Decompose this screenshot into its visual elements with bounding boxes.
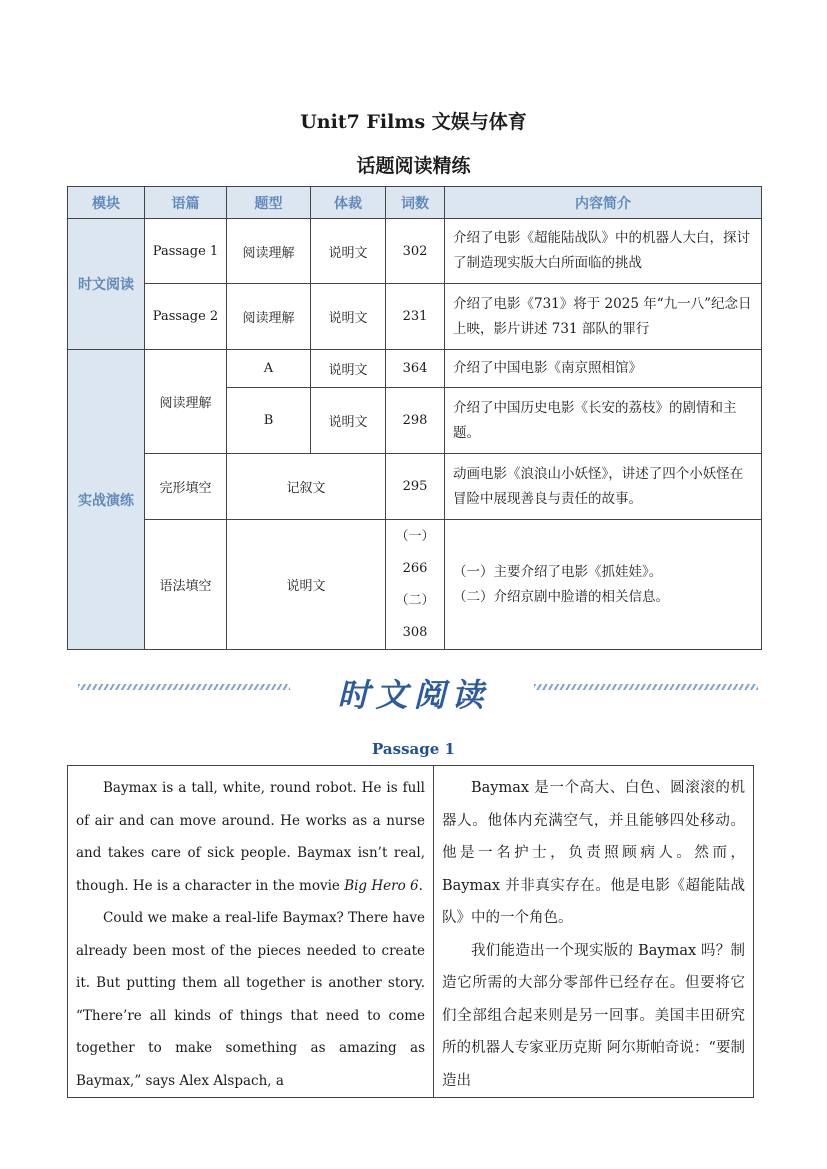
passage-cell: Passage 2 [145, 284, 227, 350]
chinese-paragraph: Baymax 是一个高大、白色、圆滚滚的机器人。他体内充满空气，并且能够四处移动。他是一名护士，负责照顾病人。然而，Baymax 并非真实存在。他是电影《超能陆战队》中的一个角色。 [442, 780, 745, 926]
desc-cell: 介绍了电影《731》将于 2025 年“九一八”纪念日上映，影片讲述 731 部队的罪行 [445, 284, 762, 350]
movie-title: Big Hero 6 [344, 877, 419, 894]
desc-cell: 介绍了中国电影《南京照相馆》 [445, 350, 762, 388]
header-cell: 体裁 [311, 187, 386, 219]
genre-cell: 说明文 [311, 350, 386, 388]
chinese-column [434, 766, 754, 1098]
header-cell: 模块 [68, 187, 145, 219]
desc-line: （一）主要介绍了电影《抓娃娃》。 [453, 563, 663, 580]
desc-cell [445, 520, 762, 650]
english-paragraph [76, 772, 425, 902]
overview-table [67, 186, 762, 650]
passage-table [67, 765, 754, 1098]
english-paragraph: Could we make a real-life Baymax? There have already been most of the pieces needed to create it. But putting them all together is another story. “There’re all kinds of things that need to come together to make something as amazing as Baymax,” says Alex Alspach, a [76, 910, 425, 1089]
passage-title: Passage 1 [372, 740, 455, 758]
words-label: （二） [395, 592, 435, 608]
words-cell: 295 [386, 454, 445, 520]
desc-cell: 动画电影《浪浪山小妖怪》，讲述了四个小妖怪在冒险中展现善良与责任的故事。 [445, 454, 762, 520]
type-cell: 完形填空 [145, 454, 227, 520]
type-cell: 阅读理解 [227, 219, 311, 284]
genre-cell: 说明文 [311, 284, 386, 350]
words-cell: 302 [386, 219, 445, 284]
genre-cell: 说明文 [311, 388, 386, 454]
page-title: Unit7 Films 文娱与体育 [300, 111, 527, 133]
header-cell: 词数 [386, 187, 445, 219]
module-cell: 实战演练 [68, 350, 145, 650]
words-label: （一） [395, 528, 435, 544]
chinese-paragraph: 我们能造出一个现实版的 Baymax 吗？制造它所需的大部分零部件已经存在。但要将它们全部组合起来则是另一回事。美国丰田研究所的机器人专家亚历克斯 阿尔斯帕奇说：“要制造出 [442, 942, 745, 1089]
table-row [68, 284, 762, 350]
label-cell: B [227, 388, 311, 454]
header-cell: 题型 [227, 187, 311, 219]
genre-cell: 说明文 [227, 520, 386, 650]
desc-cell: 介绍了中国历史电影《长安的荔枝》的剧情和主题。 [445, 388, 762, 454]
section-banner-title: 时文阅读 [337, 676, 490, 714]
words-value: 308 [402, 624, 428, 640]
genre-cell: 记叙文 [227, 454, 386, 520]
page-subtitle: 话题阅读精练 [356, 155, 471, 177]
label-cell: A [227, 350, 311, 388]
type-cell: 阅读理解 [227, 284, 311, 350]
passage-cell: Passage 1 [145, 219, 227, 284]
text-span: . [418, 877, 423, 894]
english-column [68, 766, 434, 1098]
table-row [68, 520, 762, 650]
header-cell: 语篇 [145, 187, 227, 219]
table-header-row [68, 187, 762, 219]
desc-cell: 介绍了电影《超能陆战队》中的机器人大白，探讨了制造现实版大白所面临的挑战 [445, 219, 762, 284]
type-cell: 语法填空 [145, 520, 227, 650]
header-cell: 内容简介 [445, 187, 762, 219]
table-row [68, 350, 762, 388]
words-cell: 298 [386, 388, 445, 454]
genre-cell: 说明文 [311, 219, 386, 284]
words-cell: 364 [386, 350, 445, 388]
desc-line: （二）介绍京剧中脸谱的相关信息。 [453, 588, 669, 605]
table-row [68, 219, 762, 284]
text-span: Baymax is a tall, white, round robot. He is full of air and can move around. He works as a nurse and takes care of sick people. Baymax isn’t real, though. He is a character in the movie [76, 780, 425, 894]
words-cell: 231 [386, 284, 445, 350]
words-cell [386, 520, 445, 650]
table-row [68, 454, 762, 520]
type-cell: 阅读理解 [145, 350, 227, 454]
module-cell: 时文阅读 [68, 219, 145, 350]
words-value: 266 [402, 560, 428, 576]
